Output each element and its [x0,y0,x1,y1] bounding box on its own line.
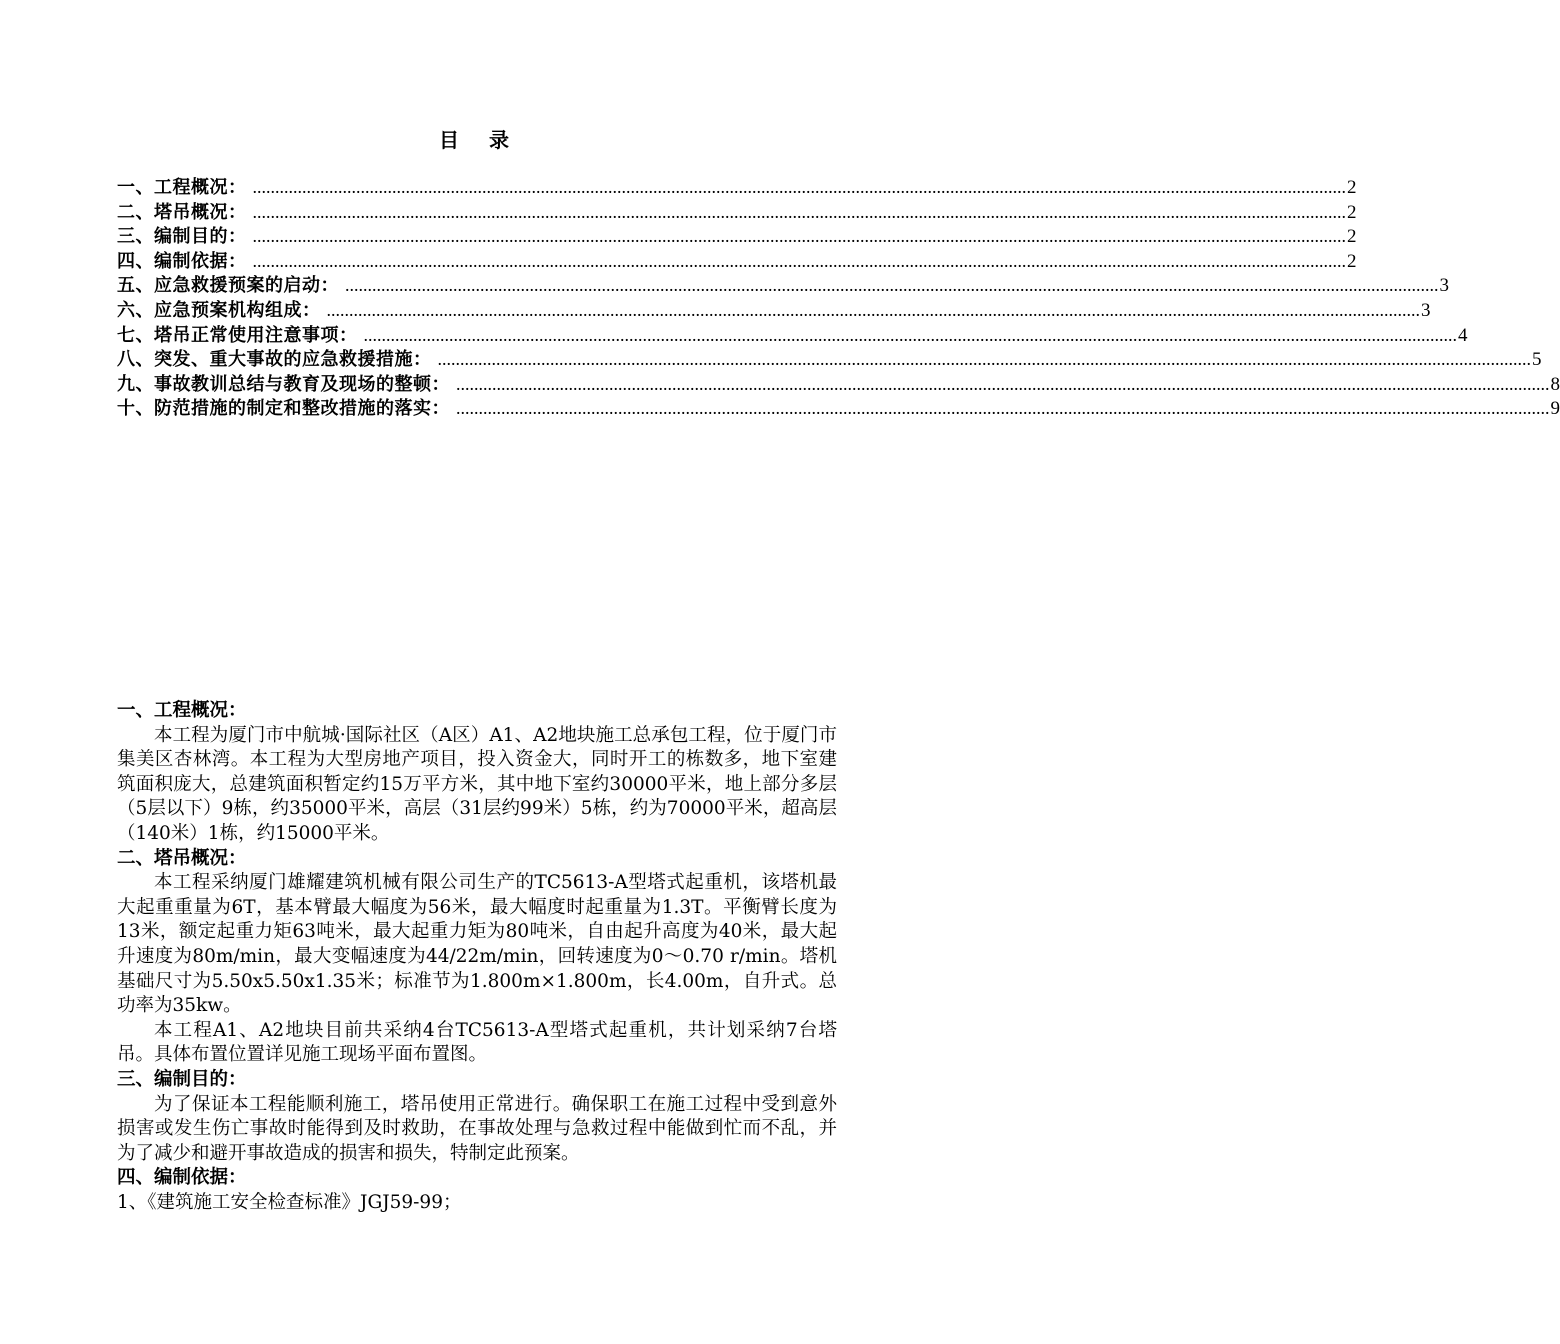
toc-leader-dots: ................................................................................................................................................................................................................................................... [437,349,1531,370]
toc-entry-page: 2 [1347,177,1357,198]
section-heading: 三、编制目的： [117,1068,247,1090]
toc-entry[interactable] [117,249,1357,274]
toc-entry-label: 六、应急预案机构组成： [117,299,321,321]
table-of-contents [117,175,1560,421]
toc-leader-dots: ................................................................................................................................................................................................................................................... [363,324,1457,345]
toc-entry-label: 四、编制依据： [117,250,247,272]
toc-entry-page: 2 [1347,250,1357,272]
toc-entry-label: 一、工程概况： [117,177,247,198]
toc-entry[interactable] [117,298,1431,323]
toc-entry-page: 8 [1550,373,1560,395]
section-heading: 四、编制依据： [117,1167,247,1189]
toc-leader-dots: ................................................................................................................................................................................................................................................... [345,275,1439,296]
toc-entry-page: 5 [1532,349,1542,371]
toc-entry[interactable] [117,175,1357,200]
toc-entry-page: 3 [1421,299,1431,321]
section-heading: 一、工程概况： [117,700,247,721]
toc-leader-dots: ................................................................................................................................................................................................................................................... [456,373,1550,394]
toc-entry-label: 八、突发、重大事故的应急救援措施： [117,349,432,371]
paragraph: 本工程A1、A2地块目前共采纳4台TC5613-A型塔式起重机，共计划采纳7台塔吊。具体布置位置详见施工现场平面布置图。 [117,1019,837,1066]
toc-entry-page: 2 [1347,226,1357,248]
toc-entry-label: 五、应急救援预案的启动： [117,275,339,297]
toc-title [0,124,950,153]
toc-entry[interactable] [117,200,1357,225]
toc-leader-dots: ................................................................................................................................................................................................................................................... [252,250,1346,271]
toc-entry[interactable] [117,273,1449,298]
paragraph: 为了保证本工程能顺利施工，塔吊使用正常进行。确保职工在施工过程中受到意外损害或发生伤亡事故时能得到及时救助，在事故处理与急救过程中能做到忙而不乱，并为了减少和避开事故造成的损害和损失，特制定此预案。 [117,1093,837,1164]
toc-entry-page: 4 [1458,324,1468,346]
list-item: 1、《建筑施工安全检查标准》JGJ59-99； [117,1191,462,1213]
toc-entry[interactable] [117,396,1560,421]
toc-entry[interactable] [117,323,1468,348]
toc-entry[interactable] [117,372,1560,397]
toc-leader-dots: ................................................................................................................................................................................................................................................... [252,226,1346,247]
toc-entry-label: 二、塔吊概况： [117,201,247,223]
document-body [117,699,837,1215]
toc-entry[interactable] [117,224,1357,249]
toc-entry-label: 十、防范措施的制定和整改措施的落实： [117,398,450,420]
toc-title-char-2: 录 [489,128,511,152]
toc-leader-dots: ................................................................................................................................................................................................................................................... [252,177,1346,197]
toc-entry-label: 七、塔吊正常使用注意事项： [117,324,358,346]
paragraph: 本工程为厦门市中航城·国际社区（A区）A1、A2地块施工总承包工程，位于厦门市集美区杏林湾。本工程为大型房地产项目，投入资金大，同时开工的栋数多，地下室建筑面积庞大，总建筑面积暂定约15万平方米，其中地下室约30000平米，地上部分多层（5层以下）9栋，约35000平米，高层（31层约99米）5栋，约为70000平米，超高层（140米）1栋，约15000平米。 [117,724,837,844]
toc-entry-label: 九、事故教训总结与教育及现场的整顿： [117,373,450,395]
section-heading: 二、塔吊概况： [117,847,247,869]
toc-entry-page: 3 [1439,275,1449,297]
toc-leader-dots: ................................................................................................................................................................................................................................................... [326,299,1420,320]
toc-leader-dots: ................................................................................................................................................................................................................................................... [252,201,1346,222]
paragraph: 本工程采纳厦门雄耀建筑机械有限公司生产的TC5613-A型塔式起重机，该塔机最大起重重量为6T，基本臂最大幅度为56米，最大幅度时起重量为1.3T。平衡臂长度为13米，额定起重力矩63吨米，最大起重力矩为80吨米，自由起升高度为40米，最大起升速度为80m/min，最大变幅速度为44/22m/min，回转速度为0～0.70 r/min。塔机基础尺寸为5.50x5.50x1.35米；标准节为1.800m×1.800m，长4.00m，自升式。总功率为35kw。 [117,872,837,1017]
toc-entry-page: 2 [1347,201,1357,223]
toc-entry-page: 9 [1550,398,1560,420]
toc-entry[interactable] [117,347,1542,372]
toc-leader-dots: ................................................................................................................................................................................................................................................... [456,398,1550,419]
toc-title-char-1: 目 [439,128,461,152]
toc-entry-label: 三、编制目的： [117,226,247,248]
